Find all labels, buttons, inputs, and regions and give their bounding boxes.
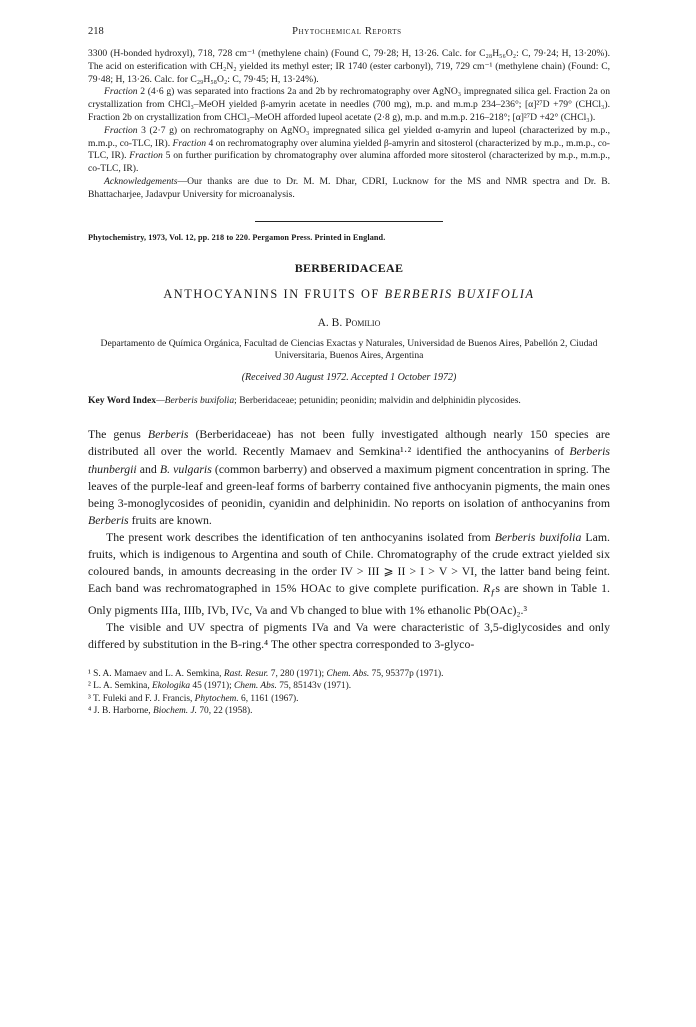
acknowledgements-label: Acknowledgements <box>104 175 178 187</box>
text-run: s are shown in Table 1. Only pigments IIIa, IIIb, IVb, IVc, Va and Vb changed to blue with 1% ethanolic Pb(OAc)₂.³ <box>88 581 610 617</box>
footnote-ref: 6, 1161 (1967). <box>238 693 299 704</box>
journal-page <box>88 26 610 718</box>
body-paragraph <box>88 529 610 619</box>
footnote-number: ³ <box>88 693 91 704</box>
fraction-label: Fraction <box>104 124 138 136</box>
fraction-label: Fraction <box>104 86 138 98</box>
species-name: B. vulgaris <box>159 461 212 476</box>
body-paragraph <box>88 426 610 529</box>
rf-subscript: ƒ <box>490 587 496 599</box>
author-name <box>88 317 610 329</box>
species-name: Berberis <box>88 512 129 527</box>
fraction-3-paragraph <box>88 125 610 176</box>
fraction-5-text: 5 on further purification by chromatography over alumina afforded more sitosterol (characterized by m.p., m.m.p., co-TLC, IR). <box>88 150 610 175</box>
fraction-3-text: 3 (2·7 g) on rechromatography on AgNO₃ impregnated silica gel yielded α-amyrin and lupeol (characterized by m.p., m.m.p., co-TLC, IR). <box>88 124 610 149</box>
article-title <box>88 287 610 302</box>
footnotes <box>88 668 610 718</box>
author-surname: Pomilio <box>345 316 381 329</box>
acknowledgements <box>88 176 610 202</box>
fraction-label: Fraction <box>172 137 207 149</box>
footnote <box>88 680 610 693</box>
fraction-label: Fraction <box>129 150 163 162</box>
title-text: ANTHOCYANINS IN FRUITS OF <box>163 286 385 301</box>
footnote-journal: Biochem. J. <box>153 706 197 717</box>
footnote-journal: Rast. Resur. <box>223 668 269 679</box>
text-run: The genus <box>88 427 148 442</box>
spectral-data-paragraph: 3300 (H-bonded hydroxyl), 718, 728 cm⁻¹ (methylene chain) (Found C, 79·28; H, 13·26. Calc. for C₂₈H₅₆O₂: C, 79·24; H, 13·20%). The acid on esterification with CH₂N₂ yielded its methyl ester; IR 1740 (ester carbonyl), 719, 729 cm⁻¹ (methylene chain) (Found: C, 79·48; H, 13·26. Calc. for C₂₉H₅₈O₂: C, 79·45; H, 13·24%). <box>88 48 610 85</box>
footnote-authors: S. A. Mamaev and L. A. Semkina, <box>90 668 224 679</box>
key-word-species: —Berberis buxifolia <box>156 394 235 406</box>
text-run: (Berberidaceae) has not been fully investigated although nearly 150 species are distributed all over the world. Recently Mamaev and Semkina¹·² identified the anthocyanins of <box>88 427 610 459</box>
species-name: Berberis <box>147 427 189 442</box>
footnote-journal: Chem. Abs. <box>234 681 277 692</box>
section-divider <box>255 221 443 222</box>
author-initials: A. B. <box>317 316 346 329</box>
footnote <box>88 705 610 718</box>
footnote-authors: T. Fuleki and F. J. Francis, <box>90 693 195 704</box>
text-run: and <box>136 461 160 476</box>
footnote-ref: 70, 22 (1958). <box>197 706 253 717</box>
footnote-journal: Chem. Abs. <box>326 668 370 679</box>
fraction-4-text: 4 on rechromatography over alumina yielded β-amyrin and sitosterol (characterized by m.p., m.m.p., co-TLC, IR). <box>88 137 610 162</box>
key-word-list: ; Berberidaceae; petunidin; peonidin; malvidin and delphinidin plycosides. <box>234 394 521 406</box>
footnote-number: ⁴ <box>88 706 92 717</box>
footnote-ref: 45 (1971); <box>190 681 235 692</box>
title-species: BERBERIS BUXIFOLIA <box>384 286 535 301</box>
previous-article-end <box>88 48 610 202</box>
text-run: Lam. fruits, which is indigenous to Argentina and south of Chile. Chromatography of the crude extract yielded six coloured bands, in amounts decreasing in the order IV > III ⩾ II > I > V > VI, the latter band being feint. Each band was rechromatographed in 15% HOAc to give complete purification. <box>88 529 610 596</box>
received-dates: (Received 30 August 1972. Accepted 1 October 1972) <box>241 371 457 383</box>
footnote-authors: L. A. Semkina, <box>90 681 153 692</box>
footnote-ref: 75, 95377p (1971). <box>369 668 444 679</box>
footnote <box>88 668 610 681</box>
footnote-number: ² <box>88 681 91 692</box>
acknowledgements-text: —Our thanks are due to Dr. M. M. Dhar, CDRI, Lucknow for the MS and NMR spectra and Dr. B. Bhattacharjee, Jadavpur University for microanalysis. <box>88 175 610 200</box>
section-heading: BERBERIDACEAE <box>294 260 404 275</box>
key-word-index <box>88 395 610 408</box>
footnote-ref: 7, 280 (1971); <box>268 668 327 679</box>
key-word-label: Key Word Index <box>88 394 157 406</box>
rf-symbol: R <box>483 581 491 596</box>
footnote-ref: 75, 85143v (1971). <box>276 681 352 692</box>
journal-citation: Phytochemistry, 1973, Vol. 12, pp. 218 to 220. Pergamon Press. Printed in England. <box>88 232 386 242</box>
running-title: Phytochemical Reports <box>292 26 402 37</box>
body-paragraph: The visible and UV spectra of pigments IVa and Va were characteristic of 3,5-diglycosides and only differed by substitution in the B-ring.⁴ The other spectra corresponded to 3-glyco- <box>88 619 610 651</box>
running-header <box>88 26 610 42</box>
text-run: (common barberry) and observed a maximum pigment concentration in spring. The leaves of the purple-leaf and green-leaf forms of barberry contained five anthocyanin pigments, the main ones being 3-monoglycosides of peonidin, cyanidin and delphinidin. No reports on isolation of anthocyanins from <box>88 461 610 510</box>
fraction-2-paragraph <box>88 86 610 124</box>
footnote-journal: Ekologika <box>152 681 191 692</box>
footnote-number: ¹ <box>88 668 91 679</box>
article-body <box>88 426 610 653</box>
species-name: Berberis thunbergii <box>88 444 610 476</box>
footnote <box>88 693 610 706</box>
author-affiliation: Departamento de Química Orgánica, Facultad de Ciencias Exactas y Naturales, Universidad de Buenos Aires, Pabellón 2, Ciudad Universitaria, Buenos Aires, Argentina <box>100 337 598 362</box>
species-name: Berberis buxifolia <box>494 529 582 544</box>
footnote-authors: J. B. Harborne, <box>91 706 153 717</box>
footnote-journal: Phytochem. <box>194 693 239 704</box>
page-number: 218 <box>88 26 104 37</box>
text-run: The present work describes the identification of ten anthocyanins isolated from <box>106 529 495 544</box>
fraction-2-text: 2 (4·6 g) was separated into fractions 2a and 2b by rechromatography over AgNO₃ impregnated silica gel. Fraction 2a on crystallization from CHCl₃–MeOH yielded β-amyrin acetate in needles (700 mg), m.p. and m.m.p 234–236°; [α]²⁷D +79° (CHCl₃). Fraction 2b on crystallization from CHCl₃–MeOH afforded lupeol acetate (2·8 g), m.p. and m.m.p. 216–218°; [α]²⁷D +42° (CHCl₃). <box>88 86 610 123</box>
text-run: fruits are known. <box>128 512 212 527</box>
